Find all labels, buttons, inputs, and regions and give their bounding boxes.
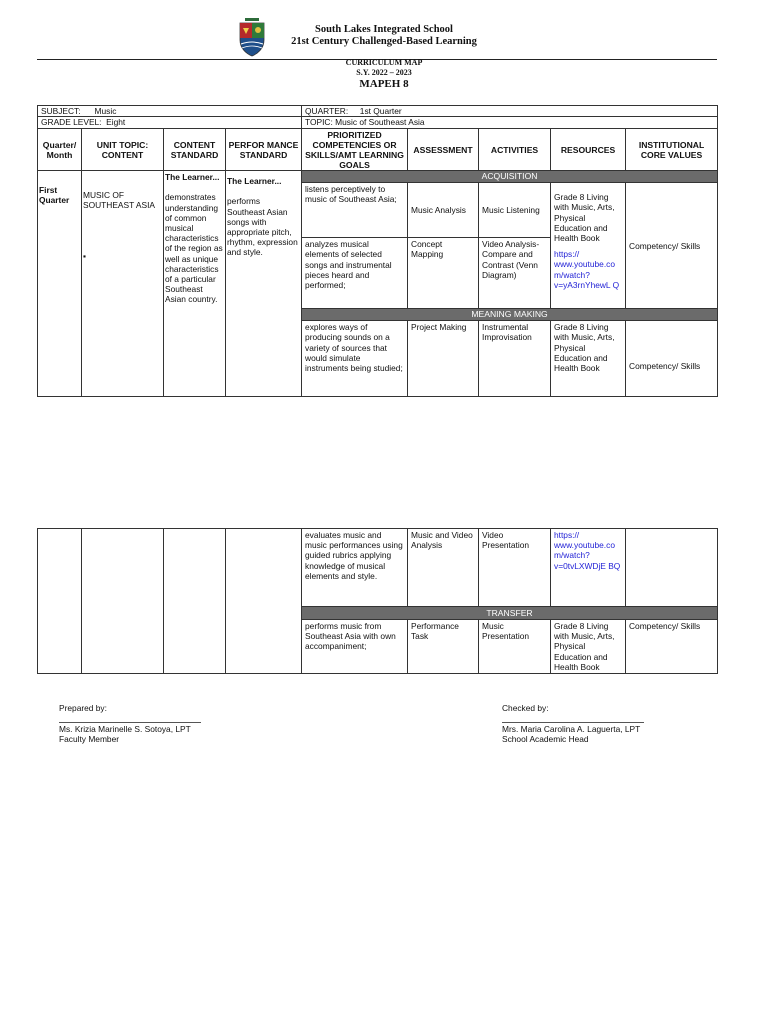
- unit-topic-cell-empty: [82, 529, 164, 674]
- assessment-cell: Concept Mapping: [408, 238, 479, 309]
- resource-link[interactable]: https:// www.youtube.co m/watch? v=yA3rnYhewL Q: [554, 249, 620, 290]
- checked-by-label: Checked by:: [502, 703, 549, 713]
- activity-cell: Music Presentation: [479, 620, 551, 674]
- col-header-quarter: Quarter/ Month: [38, 129, 82, 171]
- assessment-cell: Music and Video Analysis: [408, 529, 479, 607]
- competency-cell: listens perceptively to music of Southeast Asia;: [302, 183, 408, 238]
- resource-link[interactable]: https:// www.youtube.co m/watch? v=0tvLXWDjE BQ: [554, 530, 621, 571]
- col-header-content: CONTENT STANDARD: [164, 129, 226, 171]
- assessment-cell: Performance Task: [408, 620, 479, 674]
- resource-cell: Grade 8 Living with Music, Arts, Physical Education and Health Book https:// www.youtube.co m/watch? v=yA3rnYhewL Q: [551, 183, 626, 309]
- prepared-by-label: Prepared by:: [59, 703, 107, 713]
- column-header-row: [38, 129, 718, 171]
- subject-cell: SUBJECT: Music: [38, 106, 302, 117]
- school-year: S.Y. 2022 – 2023: [356, 68, 412, 77]
- performance-standard-cell: The Learner... performs Southeast Asian songs with appropriate pitch, rhythm, expression and style.: [226, 171, 302, 397]
- table-row: [38, 529, 718, 607]
- competency-cell: performs music from Southeast Asia with own accompaniment;: [302, 620, 408, 674]
- document-title: CURRICULUM MAP: [345, 58, 423, 67]
- checked-by-name: Mrs. Maria Carolina A. Laguerta, LPT: [502, 724, 641, 734]
- band-acquisition: ACQUISITION: [302, 171, 718, 183]
- info-row: [38, 117, 718, 129]
- col-header-activities: ACTIVITIES: [479, 129, 551, 171]
- assessment-cell: Project Making: [408, 321, 479, 397]
- col-header-competencies: PRIORITIZED COMPETENCIES OR SKILLS/AMT LEARNING GOALS: [302, 129, 408, 171]
- core-values-cell: Competency/ Skills: [626, 183, 718, 309]
- activity-cell: Instrumental Improvisation: [479, 321, 551, 397]
- quarter-cell: QUARTER: 1st Quarter: [302, 106, 718, 117]
- col-header-resources: RESOURCES: [551, 129, 626, 171]
- unit-topic-cell: MUSIC OF SOUTHEAST ASIA ▪: [82, 171, 164, 397]
- content-standard-cell: The Learner... demonstrates understanding of common musical characteristics of the region as well as unique characteristics of a particular Southeast Asian country.: [164, 171, 226, 397]
- topic-cell: TOPIC: Music of Southeast Asia: [302, 117, 718, 129]
- col-header-performance: PERFOR MANCE STANDARD: [226, 129, 302, 171]
- grade-level-cell: GRADE LEVEL: Eight: [38, 117, 302, 129]
- band-meaning-making: MEANING MAKING: [302, 309, 718, 321]
- col-header-unit: UNIT TOPIC: CONTENT: [82, 129, 164, 171]
- col-header-values: INSTITUTIONAL CORE VALUES: [626, 129, 718, 171]
- activity-cell: Music Listening: [479, 183, 551, 238]
- quarter-cell-value: First Quarter: [38, 171, 82, 397]
- prepared-signature-line: [59, 722, 201, 723]
- core-values-cell: Competency/ Skills: [626, 620, 718, 674]
- quarter-cell-empty: [38, 529, 82, 674]
- checked-by-role: School Academic Head: [502, 734, 589, 744]
- resource-cell: Grade 8 Living with Music, Arts, Physical Education and Health Book: [551, 620, 626, 674]
- curriculum-map-table: [37, 105, 718, 397]
- curriculum-map-table-continued: [37, 528, 718, 674]
- school-name: South Lakes Integrated School: [315, 24, 453, 35]
- prepared-by-role: Faculty Member: [59, 734, 120, 744]
- competency-cell: analyzes musical elements of selected songs and instrumental pieces heard and performed;: [302, 238, 408, 309]
- activity-cell: Video Presentation: [479, 529, 551, 607]
- prepared-by-name: Ms. Krizia Marinelle S. Sotoya, LPT: [59, 724, 191, 734]
- band-row: [38, 171, 718, 183]
- school-tagline: 21st Century Challenged-Based Learning: [291, 36, 477, 47]
- competency-cell: explores ways of producing sounds on a variety of sources that would simulate instruments being studied;: [302, 321, 408, 397]
- assessment-cell: Music Analysis: [408, 183, 479, 238]
- info-row: [38, 106, 718, 117]
- core-values-cell: Competency/ Skills: [626, 321, 718, 397]
- band-transfer: TRANSFER: [302, 607, 718, 620]
- subject-title: MAPEH 8: [359, 78, 409, 90]
- activity-cell: Video Analysis- Compare and Contrast (Venn Diagram): [479, 238, 551, 309]
- checked-signature-line: [502, 722, 644, 723]
- col-header-assessment: ASSESSMENT: [408, 129, 479, 171]
- performance-standard-cell-empty: [226, 529, 302, 674]
- resource-cell: [551, 529, 626, 607]
- content-standard-cell-empty: [164, 529, 226, 674]
- core-values-cell-empty: [626, 529, 718, 607]
- resource-cell: Grade 8 Living with Music, Arts, Physical Education and Health Book: [551, 321, 626, 397]
- competency-cell: evaluates music and music performances using guided rubrics applying knowledge of musical elements and style.: [302, 529, 408, 607]
